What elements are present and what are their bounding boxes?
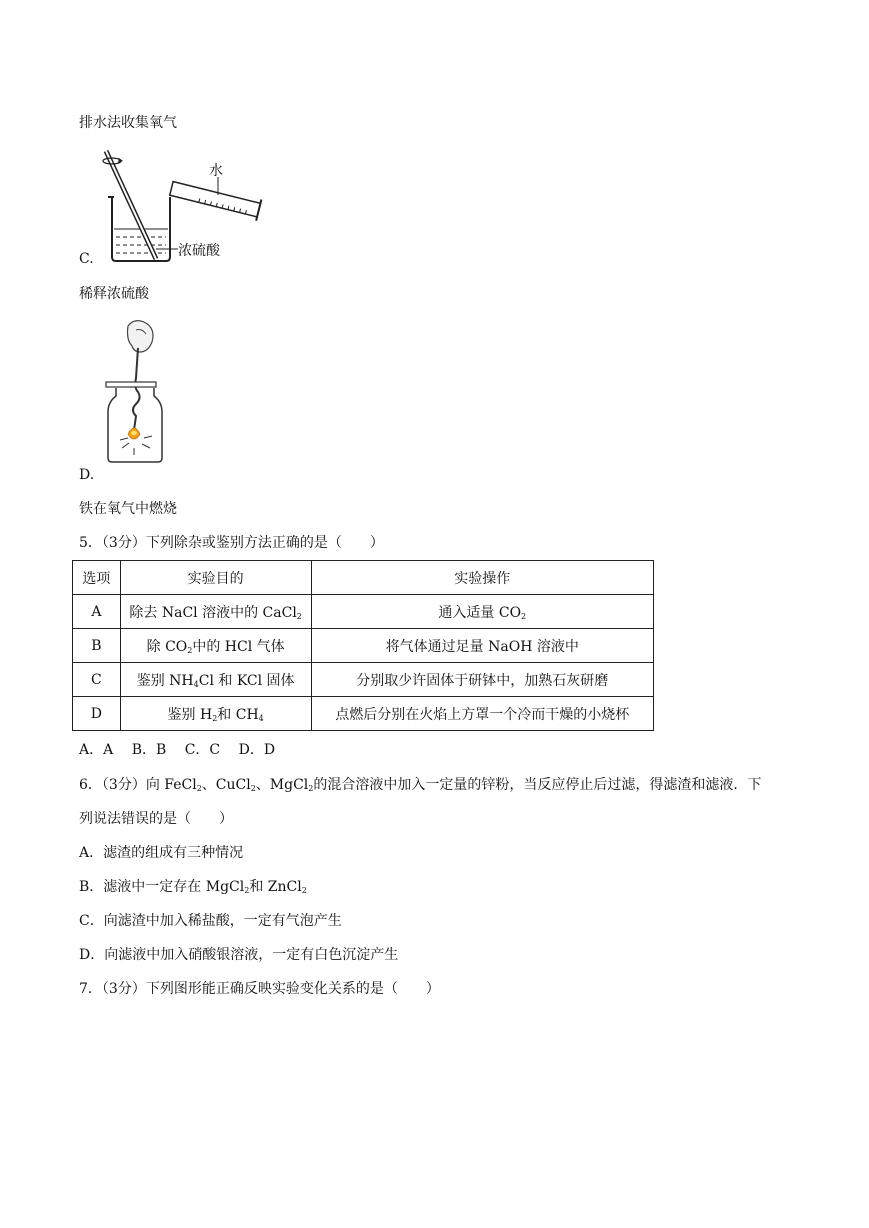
q6-choice-c[interactable]: C．向滤渣中加入稀盐酸，一定有气泡产生 (79, 913, 342, 929)
table-row (73, 663, 654, 697)
row-purpose: 除去 NaCl 溶液中的 CaCl$_2$ (120, 595, 311, 629)
table-row (73, 629, 654, 663)
header-option: 选项 (73, 561, 121, 595)
row-option: B (73, 629, 121, 663)
row-purpose: 除 $CO_2$中的 HCl 气体 (120, 629, 311, 663)
row-purpose: 鉴别 $H_2$和 $CH_4$ (120, 697, 311, 731)
row-operation: 将气体通过足量 NaOH 溶液中 (311, 629, 653, 663)
table-header-row (73, 561, 654, 595)
q5-options (79, 741, 289, 759)
header-operation: 实验操作 (311, 561, 653, 595)
q5-stem: 5．（3分）下列除杂或鉴别方法正确的是（ ） (79, 535, 384, 551)
row-option: A (73, 595, 121, 629)
label-acid: 浓硫酸 (178, 243, 220, 259)
q7-stem: 7．（3分）下列图形能正确反映实验变化关系的是（ ） (79, 981, 440, 997)
q5-option-c[interactable]: C．C (184, 742, 221, 758)
item-c-letter: C. (79, 251, 94, 267)
q5-option-a[interactable]: A．A (79, 742, 114, 758)
label-water: 水 (209, 163, 223, 179)
q6-stem-line2: 列说法错误的是（ ） (79, 811, 233, 827)
row-operation: 分别取少许固体于研钵中，加熟石灰研磨 (311, 663, 653, 697)
row-option: D (73, 697, 121, 731)
item-d-letter: D. (79, 467, 95, 483)
q5-option-d[interactable]: D．D (238, 742, 276, 758)
figure-iron-burning (100, 318, 170, 466)
item-c-caption: 稀释浓硫酸 (79, 286, 149, 302)
q5-table (72, 560, 654, 731)
item-d-caption: 铁在氧气中燃烧 (79, 501, 177, 517)
q6-stem: 6．（3分）向 FeCl$_2$、CuCl$_2$、MgCl$_2$的混合溶液中加入一定量的锌粉，当反应停止后过滤，得滤渣和滤液．下 (79, 777, 762, 793)
table-row (73, 697, 654, 731)
q6-choice-a[interactable]: A．滤渣的组成有三种情况 (79, 845, 244, 861)
row-option: C (73, 663, 121, 697)
q5-option-b[interactable]: B．B (131, 742, 167, 758)
row-operation: 点燃后分别在火焰上方罩一个冷而干燥的小烧杯 (311, 697, 653, 731)
item-b-caption: 排水法收集氧气 (79, 115, 177, 131)
q6-choice-d[interactable]: D．向滤液中加入硝酸银溶液，一定有白色沉淀产生 (79, 947, 399, 963)
row-purpose: 鉴别 $NH_4Cl$ 和 KCl 固体 (120, 663, 311, 697)
figure-dilute-acid (100, 145, 270, 265)
q6-choice-b[interactable]: B．滤液中一定存在 MgCl$_2$和 ZnCl$_2$ (79, 879, 307, 895)
table-row (73, 595, 654, 629)
header-purpose: 实验目的 (120, 561, 311, 595)
row-operation: 通入适量 $CO_2$ (311, 595, 653, 629)
